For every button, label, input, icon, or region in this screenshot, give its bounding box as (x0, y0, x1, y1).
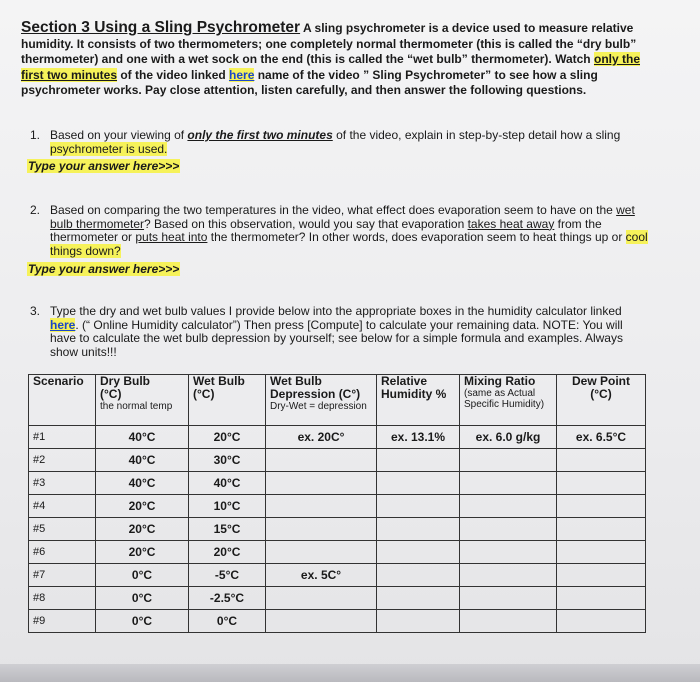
dew-point-cell[interactable] (557, 518, 646, 541)
dry-bulb-cell: 20°C (96, 495, 189, 518)
table-row (29, 541, 646, 564)
table-row (29, 472, 646, 495)
mixing-ratio-cell[interactable] (460, 564, 557, 587)
dew-point-cell[interactable] (557, 587, 646, 610)
relative-humidity-cell[interactable] (377, 541, 460, 564)
header-depression: Wet Bulb Depression (C°) Dry-Wet = depression (266, 375, 377, 426)
depression-cell[interactable] (266, 587, 377, 610)
scenario-cell: #3 (29, 472, 96, 495)
scenario-cell: #6 (29, 541, 96, 564)
scenario-cell: #5 (29, 518, 96, 541)
depression-cell[interactable] (266, 610, 377, 633)
wet-bulb-cell: 0°C (189, 610, 266, 633)
question-3: 3. Type the dry and wet bulb values I provide below into the appropriate boxes in the humidity calculator linked here. (“ Online Humidity calculator”) Then press [Compute] to calculate your remaining data. NOTE: You will have to calculate the wet bulb depression by yourself; see below for a simple formula and examples. Always show units!!! (30, 304, 623, 359)
mixing-ratio-cell[interactable] (460, 587, 557, 610)
answer-field-2[interactable]: Type your answer here>>> (28, 262, 180, 276)
table-row (29, 426, 646, 449)
humidity-table (28, 374, 646, 633)
scenario-cell: #2 (29, 449, 96, 472)
table-row (29, 495, 646, 518)
header-mixing-ratio: Mixing Ratio (same as Actual Specific Humidity) (460, 375, 557, 426)
mixing-ratio-cell[interactable] (460, 495, 557, 518)
mixing-ratio-cell[interactable] (460, 541, 557, 564)
table-header-row (29, 375, 646, 426)
mixing-ratio-cell[interactable] (460, 518, 557, 541)
scenario-cell: #4 (29, 495, 96, 518)
mixing-ratio-cell[interactable] (460, 449, 557, 472)
dew-point-cell[interactable] (557, 541, 646, 564)
calculator-link[interactable]: here (50, 317, 76, 332)
section-intro: Section 3 Using a Sling Psychrometer A sling psychrometer is a device used to measure relative humidity. It consists of two thermometers; one completely normal thermometer (this is called the “dry bulb” thermometer) and one with a wet sock on the end (this is called the “wet bulb” thermometer). Watch only the first two minutes of the video linked here name of the video ” Sling Psychrometer” to see how a sling psychrometer works. Pay close attention, listen carefully, and then answer the following questions. (21, 19, 640, 97)
mixing-ratio-cell[interactable] (460, 472, 557, 495)
dry-bulb-cell: 20°C (96, 518, 189, 541)
depression-cell[interactable]: ex. 5C° (266, 564, 377, 587)
relative-humidity-cell[interactable] (377, 518, 460, 541)
question-2: 2. Based on comparing the two temperatures in the video, what effect does evaporation seem to have on the wet bulb thermometer? Based on this observation, would you say that evaporation takes heat away from the thermometer or puts heat into the thermometer? In other words, does evaporation seem to heat things up or cool things down? (30, 203, 648, 258)
wet-bulb-cell: 20°C (189, 426, 266, 449)
highlight-first-two-minutes: only the first two minutes (21, 52, 640, 82)
dew-point-cell[interactable] (557, 564, 646, 587)
relative-humidity-cell[interactable] (377, 564, 460, 587)
dew-point-cell[interactable] (557, 610, 646, 633)
wet-bulb-cell: -5°C (189, 564, 266, 587)
dry-bulb-cell: 0°C (96, 610, 189, 633)
relative-humidity-cell[interactable]: ex. 13.1% (377, 426, 460, 449)
dew-point-cell[interactable] (557, 472, 646, 495)
relative-humidity-cell[interactable] (377, 610, 460, 633)
scenario-cell: #1 (29, 426, 96, 449)
scenario-cell: #8 (29, 587, 96, 610)
mixing-ratio-cell[interactable] (460, 610, 557, 633)
dry-bulb-cell: 0°C (96, 564, 189, 587)
question-1: 1. Based on your viewing of only the first two minutes of the video, explain in step-by-step detail how a sling psychrometer is used. (30, 128, 621, 156)
depression-cell[interactable] (266, 495, 377, 518)
header-wet-bulb: Wet Bulb (°C) (189, 375, 266, 426)
relative-humidity-cell[interactable] (377, 449, 460, 472)
mixing-ratio-cell[interactable]: ex. 6.0 g/kg (460, 426, 557, 449)
depression-cell[interactable] (266, 472, 377, 495)
section-title: Section 3 Using a Sling Psychrometer (21, 19, 301, 36)
wet-bulb-cell: 40°C (189, 472, 266, 495)
bottom-edge (0, 664, 700, 682)
wet-bulb-cell: 20°C (189, 541, 266, 564)
dry-bulb-cell: 40°C (96, 472, 189, 495)
wet-bulb-cell: 15°C (189, 518, 266, 541)
wet-bulb-cell: 10°C (189, 495, 266, 518)
relative-humidity-cell[interactable] (377, 495, 460, 518)
header-relative-humidity: Relative Humidity % (377, 375, 460, 426)
table-row (29, 449, 646, 472)
dew-point-cell[interactable] (557, 495, 646, 518)
dry-bulb-cell: 0°C (96, 587, 189, 610)
depression-cell[interactable] (266, 449, 377, 472)
depression-cell[interactable] (266, 518, 377, 541)
answer-field-1[interactable]: Type your answer here>>> (28, 159, 180, 173)
table-row (29, 518, 646, 541)
dry-bulb-cell: 40°C (96, 449, 189, 472)
relative-humidity-cell[interactable] (377, 472, 460, 495)
header-dry-bulb: Dry Bulb (°C) the normal temp (96, 375, 189, 426)
table-row (29, 610, 646, 633)
wet-bulb-cell: -2.5°C (189, 587, 266, 610)
header-scenario: Scenario (29, 375, 96, 426)
dew-point-cell[interactable]: ex. 6.5°C (557, 426, 646, 449)
dry-bulb-cell: 20°C (96, 541, 189, 564)
dew-point-cell[interactable] (557, 449, 646, 472)
video-link[interactable]: here (229, 67, 255, 82)
depression-cell[interactable]: ex. 20C° (266, 426, 377, 449)
scenario-cell: #7 (29, 564, 96, 587)
depression-cell[interactable] (266, 541, 377, 564)
table-row (29, 564, 646, 587)
wet-bulb-cell: 30°C (189, 449, 266, 472)
header-dew-point: Dew Point (°C) (557, 375, 646, 426)
scenario-cell: #9 (29, 610, 96, 633)
dry-bulb-cell: 40°C (96, 426, 189, 449)
relative-humidity-cell[interactable] (377, 587, 460, 610)
table-row (29, 587, 646, 610)
